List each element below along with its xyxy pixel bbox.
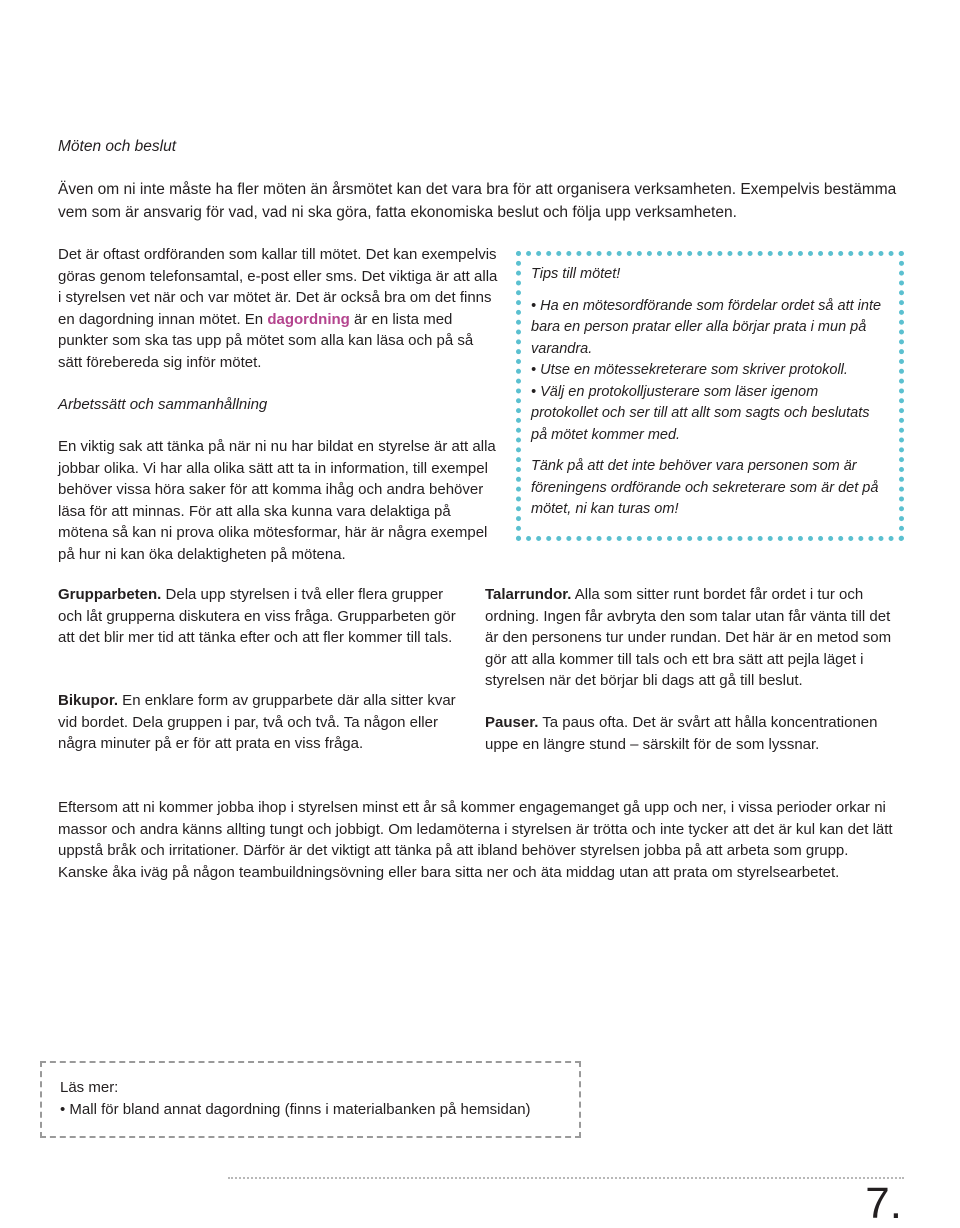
closing-paragraph: Eftersom att ni kommer jobba ihop i styrelsen minst ett år så kommer engagemanget gå upp och ner, i vissa perioder orkar ni massor och andra känns allting tungt och jobbigt. Om ledamöterna i styrelsen är trötta och inte tycker att det är kul kan det lätt uppstå bråk och irritationer. Därför är det viktigt att tänka på att ibland behöver styrelsen jobba på att arbeta som grupp. Kanske åka iväg på någon teambuildningsövning eller bara sitta ner och äta middag utan att prata om styrelsearbetet. [58, 799, 893, 881]
tips-footer: Tänk på att det inte behöver vara personen som är föreningens ordförande och sekreterare som är det på mötet, ni kan turas om! [531, 458, 879, 517]
tips-heading: Tips till mötet! [531, 266, 621, 282]
section-heading: Arbetssätt och sammanhållning [58, 396, 268, 413]
dagordning-highlight: dagordning [267, 310, 350, 328]
meetings-text-before: Det är oftast ordföranden som kallar till mötet. Det kan exempelvis göras genom telefonsamtal, e-post eller sms. Det viktiga är att alla i styrelsen vet när och var mötet är. Det är också bra om det finns en dagordning innan mötet. En [58, 246, 498, 328]
talarrundor-paragraph [485, 584, 900, 692]
pauser-label: Pauser. [485, 714, 539, 731]
read-more-box [40, 1061, 581, 1138]
read-more-link[interactable]: • Mall för bland annat dagordning (finns i materialbanken på hemsidan) [60, 1100, 531, 1118]
page-number: 7. [865, 1179, 902, 1228]
section-body: En viktig sak att tänka på när ni nu har bildat en styrelse är att alla jobbar olika. Vi har alla olika sätt att ta in information, till exempel behöver vissa höra saker för att komma ihåg och andra behöver läsa för att minnas. För att alla ska kunna vara delaktiga på mötena så kan ni prova olika mötesformar, här är några exempel på hur ni kan öka delaktigheten på mötena. [58, 438, 496, 563]
tips-item: • Utse en mötessekreterare som skriver protokoll. [531, 362, 848, 378]
grupparbeten-label: Grupparbeten. [58, 586, 162, 603]
talarrundor-text: Alla som sitter runt bordet får ordet i tur och ordning. Ingen får avbryta den som talar utan får vänta till det är den personens tur under rundan. Det här är en metod som gör att alla kommer till tals och ett bra sätt att pejla läget i styrelsen när det börjar bli dags att gå till beslut. [485, 586, 892, 689]
read-more-label: Läs mer: [60, 1079, 119, 1096]
bikupor-label: Bikupor. [58, 692, 119, 709]
intro-paragraph: Även om ni inte måste ha fler möten än årsmötet kan det vara bra för att organisera verksamheten. Exempelvis bestämma vem som är ansvarig för vad, vad ni ska göra, fatta ekonomiska beslut och följa upp verksamheten. [58, 181, 897, 221]
page-title: Möten och beslut [58, 138, 177, 155]
footer-divider [228, 1177, 904, 1179]
tips-item: • Välj en protokolljusterare som läser igenom protokollet och ser till att allt som sagts och beslutats på mötet kommer med. [531, 383, 870, 443]
grupparbeten-text: Dela upp styrelsen i två eller flera grupper och låt grupperna diskutera en viss fråga. Grupparbeten gör att det blir mer tid att tänka efter och att fler kommer till tals. [58, 586, 456, 646]
talarrundor-label: Talarrundor. [485, 586, 572, 603]
grupparbeten-paragraph [58, 584, 468, 649]
pauser-paragraph [485, 712, 900, 755]
bikupor-paragraph [58, 690, 468, 755]
meetings-text-after: är en lista med punkter som ska tas upp på mötet som alla kan läsa och på så sätt förebereda sig inför mötet. [58, 310, 474, 371]
meetings-paragraph [58, 244, 500, 373]
tips-box [516, 251, 904, 541]
bikupor-text: En enklare form av grupparbete där alla sitter kvar vid bordet. Dela gruppen i par, två och två. Ta någon eller några minuter på er för att prata en viss fråga. [58, 692, 456, 752]
pauser-text: Ta paus ofta. Det är svårt att hålla koncentrationen uppe en längre stund – särskilt för de som lyssnar. [485, 714, 878, 753]
tips-item: • Ha en mötesordförande som fördelar ordet så att inte bara en person pratar eller alla börjar prata i mun på varandra. [531, 297, 882, 357]
